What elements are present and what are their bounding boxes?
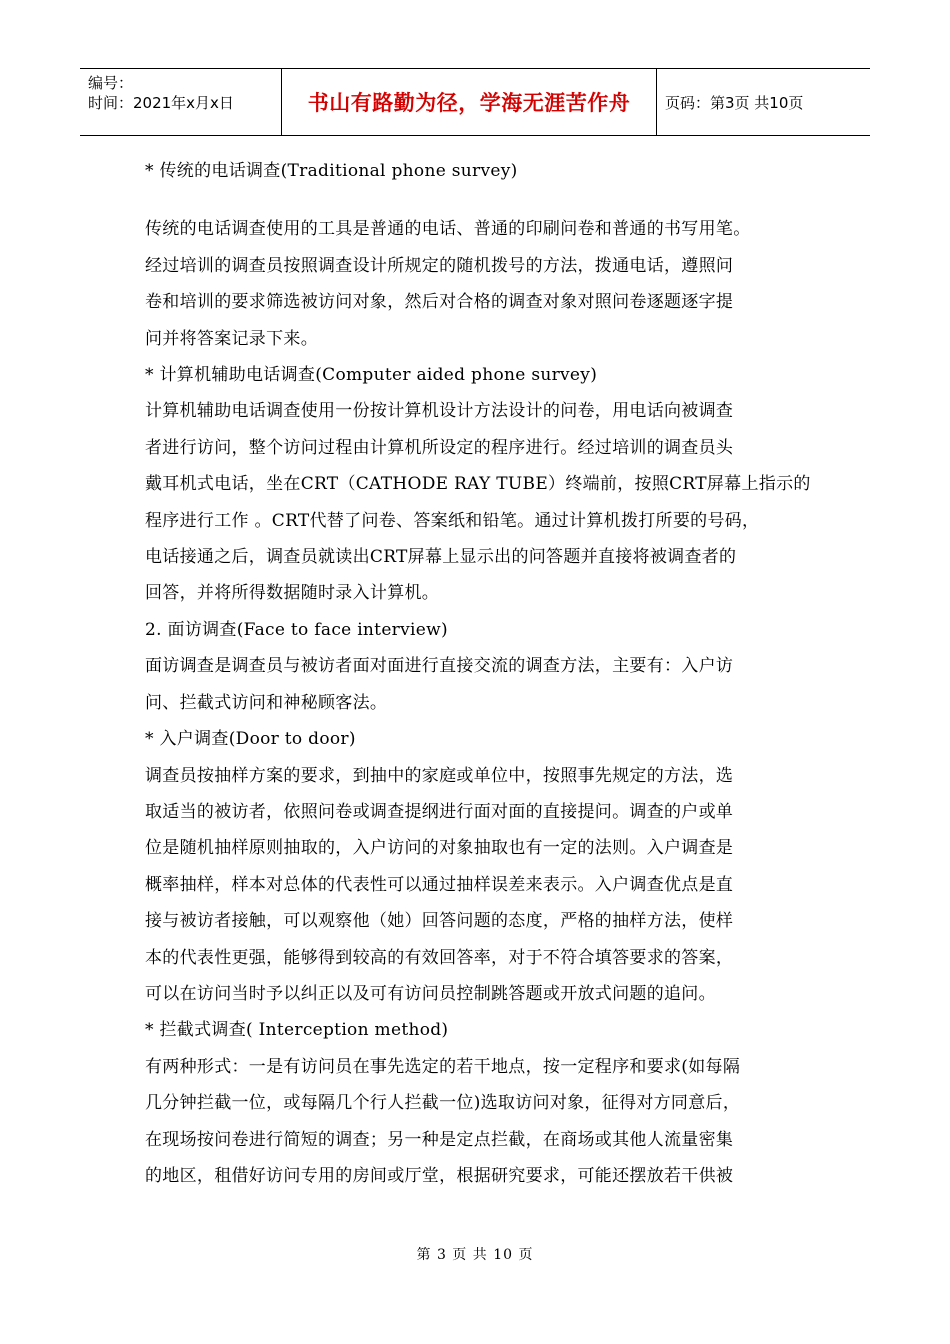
- header-meta: [80, 69, 282, 135]
- body-line: 有两种形式：一是有访问员在事先选定的若干地点，按一定程序和要求(如每隔: [145, 1056, 741, 1077]
- document-date-label: 时间：2021年x月x日: [88, 94, 234, 112]
- section-heading: * 传统的电话调查(Traditional phone survey): [145, 161, 518, 181]
- body-line: 本的代表性更强，能够得到较高的有效回答率，对于不符合填答要求的答案，: [145, 947, 734, 968]
- body-line: 概率抽样，样本对总体的代表性可以通过抽样误差来表示。入户调查优点是直: [145, 874, 734, 895]
- section-heading: * 拦截式调查( Interception method): [145, 1020, 449, 1041]
- body-line: 可以在访问当时予以纠正以及可有访问员控制跳答题或开放式问题的追问。: [145, 983, 716, 1004]
- body-line: 调查员按抽样方案的要求，到抽中的家庭或单位中，按照事先规定的方法，选: [145, 765, 734, 786]
- body-line: 取适当的被访者，依照问卷或调查提纲进行面对面的直接提问。调查的户或单: [145, 801, 734, 822]
- body-line: 面访调查是调查员与被访者面对面进行直接交流的调查方法，主要有：入户访: [145, 656, 734, 677]
- section-heading: * 计算机辅助电话调查(Computer aided phone survey): [145, 365, 598, 386]
- section-heading: 2. 面访调查(Face to face interview): [145, 619, 448, 640]
- body-line: 几分钟拦截一位，或每隔几个行人拦截一位)选取访问对象，征得对方同意后，: [145, 1093, 741, 1114]
- body-line: 的地区，租借好访问专用的房间或厅堂，根据研究要求，可能还摆放若干供被: [145, 1165, 734, 1186]
- body-line: 问、拦截式访问和神秘顾客法。: [145, 692, 388, 713]
- body-line: 接与被访者接触，可以观察他（她）回答问题的态度，严格的抽样方法，使样: [145, 911, 734, 932]
- body-line: 问并将答案记录下来。: [145, 328, 318, 349]
- document-body: [145, 153, 815, 1194]
- body-line: 卷和培训的要求筛选被访问对象，然后对合格的调查对象对照问卷逐题逐字提: [145, 292, 734, 313]
- header-motto: 书山有路勤为径，学海无涯苦作舟: [282, 69, 657, 135]
- body-line: 者进行访问，整个访问过程由计算机所设定的程序进行。经过培训的调查员头: [145, 437, 734, 458]
- body-line: 电话接通之后，调查员就读出CRT屏幕上显示出的问答题并直接将被调查者的: [145, 547, 737, 568]
- body-line: 传统的电话调查使用的工具是普通的电话、普通的印刷问卷和普通的书写用笔。: [145, 219, 751, 240]
- body-line: 经过培训的调查员按照调查设计所规定的随机拨号的方法，拨通电话，遵照问: [145, 255, 734, 276]
- body-line: 在现场按问卷进行简短的调查；另一种是定点拦截，在商场或其他人流量密集: [145, 1129, 734, 1150]
- body-line: 回答，并将所得数据随时录入计算机。: [145, 583, 440, 604]
- section-heading: * 入户调查(Door to door): [145, 729, 356, 750]
- body-line: 位是随机抽样原则抽取的，入户访问的对象抽取也有一定的法则。入户调查是: [145, 838, 734, 859]
- body-line: 程序进行工作 。CRT代替了问卷、答案纸和铅笔。通过计算机拨打所要的号码，: [145, 510, 760, 531]
- page-header: [80, 68, 870, 136]
- body-line: 戴耳机式电话，坐在CRT（CATHODE RAY TUBE）终端前，按照CRT屏幕上指示的: [145, 474, 811, 495]
- header-page-number: 页码：第3页 共10页: [665, 93, 804, 112]
- page-footer: 第 3 页 共 10 页: [416, 1247, 534, 1263]
- body-line: 计算机辅助电话调查使用一份按计算机设计方法设计的问卷，用电话向被调查: [145, 401, 734, 422]
- document-number-label: 编号：: [88, 74, 134, 92]
